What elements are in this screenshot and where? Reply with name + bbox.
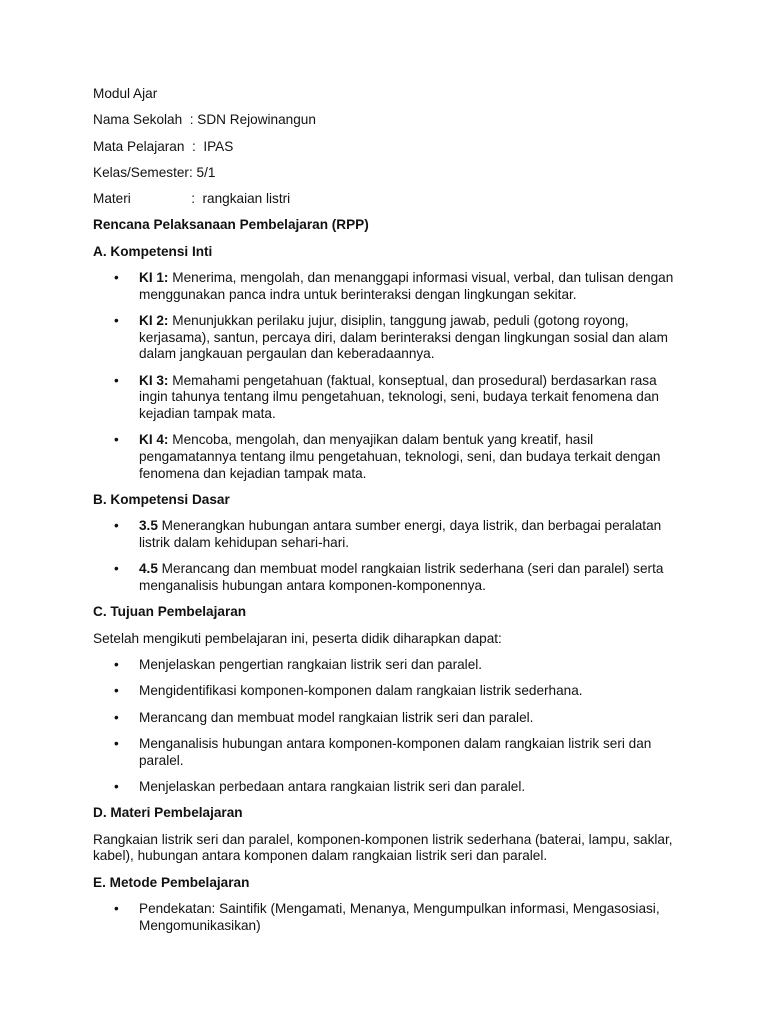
- learning-goals-intro: Setelah mengikuti pembelajaran ini, peserta didik diharapkan dapat:: [93, 630, 502, 646]
- item-text: Menerima, mengolah, dan menanggapi informasi visual, verbal, dan tulisan dengan menggunakan panca indra untuk berinteraksi dengan lingkungan sekitar.: [139, 270, 674, 302]
- list-item: • Mengidentifikasi komponen-komponen dalam rangkaian listrik sederhana.: [93, 683, 682, 700]
- item-text: Memahami pengetahuan (faktual, konseptual, dan prosedural) berdasarkan rasa ingin tahunya tentang ilmu pengetahuan, teknologi, seni, budaya terkait fenomena dan kejadian tampak mata.: [139, 372, 659, 422]
- document-body: [93, 86, 693, 944]
- section-heading-c: C. Tujuan Pembelajaran: [93, 604, 247, 620]
- item-code: KI 4:: [139, 432, 169, 448]
- material-description: Rangkaian listrik seri dan paralel, komponen-komponen listrik sederhana (baterai, lampu, saklar, kabel), hubungan antara komponen dalam rangkaian listrik seri dan paralel.: [93, 831, 673, 864]
- class-semester-line: Kelas/Semester: 5/1: [93, 164, 216, 180]
- list-item: [93, 432, 682, 482]
- basic-competence-list: [93, 518, 693, 594]
- item-text: Menunjukkan perilaku jujur, disiplin, tanggung jawab, peduli (gotong royong, kerjasama), santun, percaya diri, dalam berinteraksi dengan lingkungan sosial dan alam dalam jangkauan pergaulan dan keberadaannya.: [139, 313, 668, 362]
- learning-goals-list: [93, 657, 693, 796]
- item-code: 4.5: [139, 561, 158, 577]
- section-heading-d: D. Materi Pembelajaran: [93, 805, 243, 821]
- material-line: Materi : rangkaian listri: [93, 191, 291, 207]
- list-item: • Merancang dan membuat model rangkaian listrik seri dan paralel.: [93, 710, 682, 727]
- list-item: • Menjelaskan perbedaan antara rangkaian listrik seri dan paralel.: [93, 779, 682, 796]
- section-heading-e: E. Metode Pembelajaran: [93, 874, 250, 890]
- item-code: 3.5: [139, 518, 158, 534]
- section-heading-a: A. Kompetensi Inti: [93, 243, 213, 259]
- core-competence-list: [93, 270, 693, 483]
- method-list: [93, 901, 693, 934]
- list-item: • Menjelaskan pengertian rangkaian listrik seri dan paralel.: [93, 657, 682, 674]
- document-header: [93, 86, 693, 208]
- section-heading-b: B. Kompetensi Dasar: [93, 492, 230, 508]
- list-item: [93, 270, 682, 303]
- document-title: Rencana Pelaksanaan Pembelajaran (RPP): [93, 217, 369, 233]
- list-item: • Menganalisis hubungan antara komponen-komponen dalam rangkaian listrik seri dan paralel.: [93, 736, 682, 769]
- list-item: [93, 561, 682, 594]
- school-name-line: Nama Sekolah : SDN Rejowinangun: [93, 112, 316, 128]
- item-text: Menerangkan hubungan antara sumber energi, daya listrik, dan berbagai peralatan listrik dalam kehidupan sehari-hari.: [139, 518, 662, 551]
- module-label: Modul Ajar: [93, 86, 158, 101]
- subject-line: Mata Pelajaran : IPAS: [93, 138, 234, 154]
- list-item: • Pendekatan: Saintifik (Mengamati, Menanya, Mengumpulkan informasi, Mengasosiasi, Mengomunikasikan): [93, 901, 682, 934]
- list-item: [93, 518, 682, 551]
- item-text: Merancang dan membuat model rangkaian listrik sederhana (seri dan paralel) serta menganalisis hubungan antara komponen-komponennya.: [139, 561, 664, 594]
- item-code: KI 3:: [139, 372, 169, 388]
- list-item: [93, 313, 682, 363]
- item-code: KI 2:: [139, 313, 169, 329]
- item-code: KI 1:: [139, 270, 169, 286]
- item-text: Mencoba, mengolah, dan menyajikan dalam bentuk yang kreatif, hasil pengamatannya tentang ilmu pengetahuan, teknologi, seni, dan budaya terkait dengan fenomena dan kejadian tampak mata.: [139, 432, 661, 481]
- list-item: [93, 373, 682, 423]
